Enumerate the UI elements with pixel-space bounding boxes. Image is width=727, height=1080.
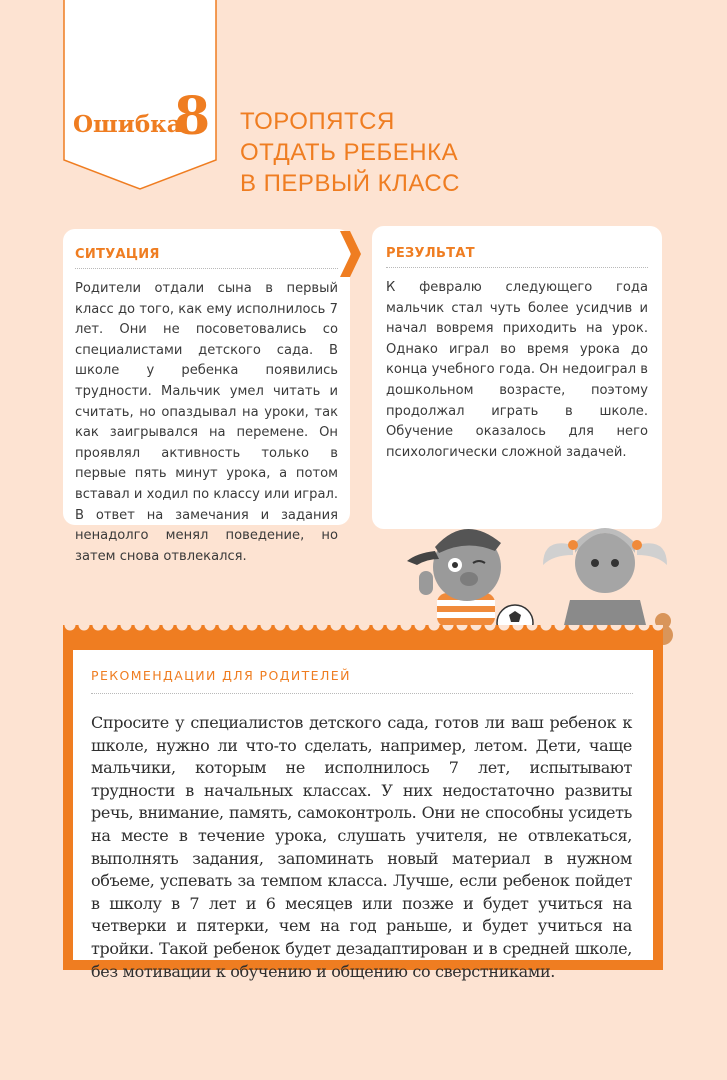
situation-card bbox=[63, 229, 350, 564]
recommendations-divider bbox=[91, 693, 633, 694]
chapter-label: Ошибка bbox=[73, 111, 182, 138]
result-text: К февралю следующего года мальчик стал чуть более усидчив и начал вовремя приходить на урок. Однако играл во время урока до конца учебного года. Он недоиграл в дошкольном возрасте, поэтому продолжал играть в школе. Обучение оказалось для него психологически сложной задачей. bbox=[386, 280, 648, 460]
page-title bbox=[240, 106, 460, 199]
situation-text: Родители отдали сына в первый класс до того, как ему исполнилось 7 лет. Они не посоветовались со специалистами детского сада. В школе у ребенка появились трудности. Мальчик умел читать и считать, но опаздывал на уроки, так как заигрывался на перемене. Он проявлял активность только в первые пять минут урока, а потом вставал и ходил по классу или играл. В ответ на замечания и задания ненадолго менял поведение, но затем снова отвлекался. bbox=[75, 281, 338, 564]
chapter-number: 8 bbox=[174, 86, 211, 147]
result-divider bbox=[386, 267, 648, 268]
arrow-right-icon bbox=[340, 231, 362, 277]
situation-divider bbox=[75, 268, 338, 269]
page-title-line-1: ТОРОПЯТСЯ bbox=[240, 108, 395, 135]
recommendations-heading: РЕКОМЕНДАЦИИ ДЛЯ РОДИТЕЛЕЙ bbox=[91, 668, 351, 683]
recommendations-text: Спросите у специалистов детского сада, готов ли ваш ребенок к школе, нужно ли что-то сделать, например, летом. Дети, чаще мальчики, которым не исполнилось 7 лет, испытывают трудности в начальных классах. У них недостаточно развиты речь, внимание, память, самоконтроль. Они не способны усидеть на месте в течение урока, слушать учителя, не отвлекаться, выполнять задания, запоминать новый материал в нужном объеме, успевать за темпом класса. Лучше, если ребенок пойдет в школу в 7 лет и 6 месяцев или позже и будет учиться на четверки и пятерки, чем на год раньше, и будет учиться на тройки. Такой ребенок будет дезадаптирован и в средней школе, без мотивации к обучению и общению со сверстниками. bbox=[91, 713, 632, 981]
page-title-line-3: В ПЕРВЫЙ КЛАСС bbox=[240, 170, 460, 197]
result-heading: РЕЗУЛЬТАТ bbox=[386, 246, 475, 261]
situation-heading: СИТУАЦИЯ bbox=[75, 247, 160, 262]
page-title-line-2: ОТДАТЬ РЕБЕНКА bbox=[240, 139, 459, 166]
chapter-tab bbox=[63, 0, 217, 190]
result-card bbox=[372, 226, 662, 529]
